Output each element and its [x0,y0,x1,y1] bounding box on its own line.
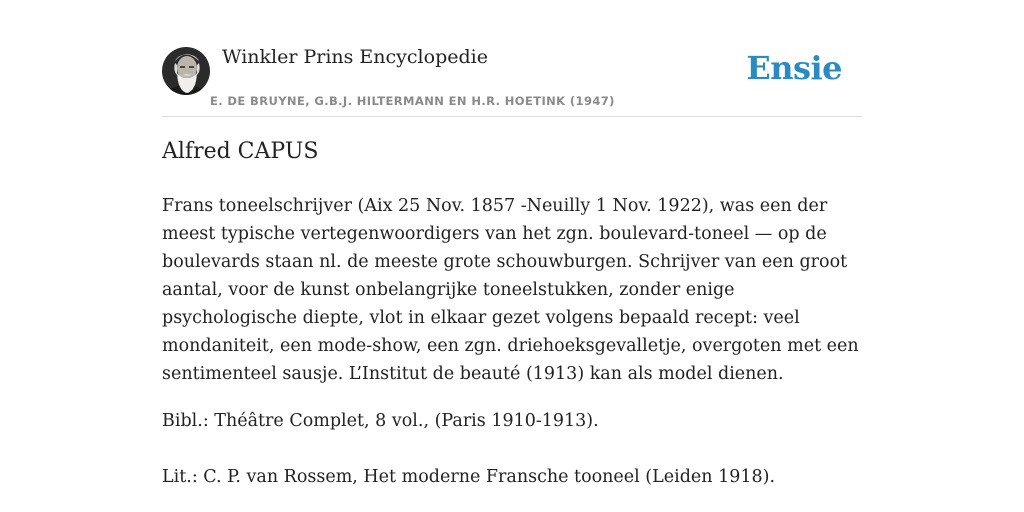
site-title-link[interactable]: Winkler Prins Encyclopedie [222,46,488,68]
literature-paragraph: Lit.: C. P. van Rossem, Het moderne Fransche tooneel (Leiden 1918). [162,467,776,487]
site-header [162,45,862,117]
article-title: Alfred CAPUS [162,139,319,164]
author-avatar[interactable] [162,47,210,95]
site-subtitle: E. DE BRUYNE, G.B.J. HILTERMANN EN H.R. HOETINK (1947) [210,94,615,108]
bibliography-paragraph: Bibl.: Théâtre Complet, 8 vol., (Paris 1910-1913). [162,411,599,431]
article-paragraph: Frans toneelschrijver (Aix 25 Nov. 1857 -Neuilly 1 Nov. 1922), was een der meest typische vertegenwoordigers van het zgn. boulevard-toneel — op de boulevards staan nl. de meeste grote schouwburgen. Schrijver van een groot aantal, voor de kunst onbelangrijke toneelstukken, zonder enige psychologische diepte, vlot in elkaar gezet volgens bepaald recept: veel mondaniteit, een mode-show, een zgn. driehoeksgevalletje, overgoten met een sentimenteel sausje. L’Institut de beauté (1913) kan als model dienen. [162,196,859,384]
bearded-man-portrait-icon [162,47,210,95]
ensie-logo[interactable]: Ensie [746,49,842,87]
